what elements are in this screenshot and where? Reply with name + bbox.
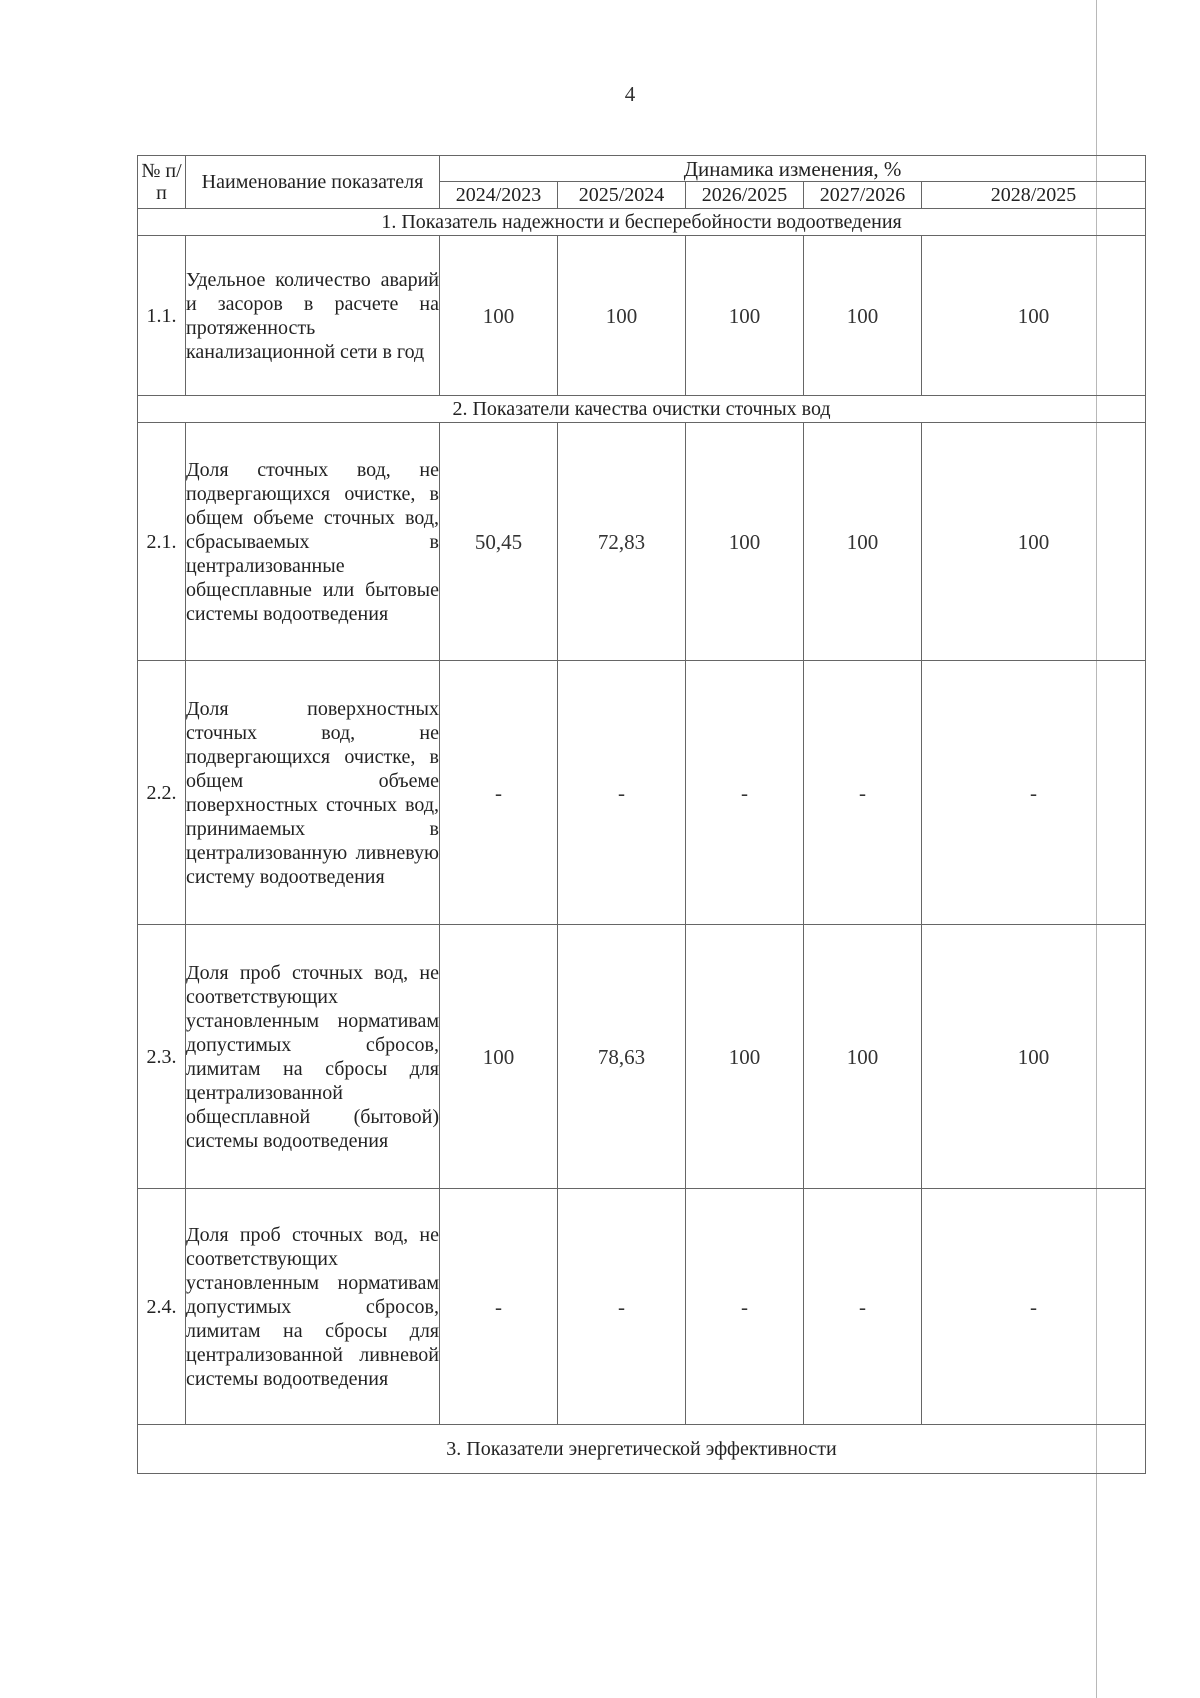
- header-year: 2026/2025: [686, 182, 804, 209]
- row-value: 100: [686, 236, 804, 396]
- row-value: -: [922, 1189, 1146, 1425]
- row-number: 2.4.: [138, 1189, 186, 1425]
- table-row: [138, 423, 1146, 661]
- row-value: -: [440, 661, 558, 925]
- row-value: 100: [804, 423, 922, 661]
- row-number: 2.3.: [138, 925, 186, 1189]
- row-number: 2.1.: [138, 423, 186, 661]
- table-row: [138, 1189, 1146, 1425]
- row-value: 100: [922, 925, 1146, 1189]
- table-row: [138, 925, 1146, 1189]
- header-year: 2028/2025: [922, 182, 1146, 209]
- header-year: 2027/2026: [804, 182, 922, 209]
- page-number: 4: [624, 82, 636, 106]
- table-row: [138, 661, 1146, 925]
- row-value: 100: [686, 423, 804, 661]
- header-number: № п/п: [138, 156, 186, 209]
- row-value: 50,45: [440, 423, 558, 661]
- row-value: -: [686, 661, 804, 925]
- row-value: 100: [804, 236, 922, 396]
- row-value: -: [558, 1189, 686, 1425]
- row-name: Удельное количество аварий и засоров в расчете на протяженность канализационной сети в год: [186, 236, 440, 396]
- section-title: 1. Показатель надежности и бесперебойности водоотведения: [138, 209, 1146, 236]
- header-row: [138, 156, 1146, 182]
- row-value: 100: [804, 925, 922, 1189]
- row-value: 100: [558, 236, 686, 396]
- section-row: [138, 209, 1146, 236]
- row-number: 2.2.: [138, 661, 186, 925]
- row-name: Доля проб сточных вод, не соответствующих установленным нормативам допустимых сбросов, лимитам на сбросы для централизованной ливневой системы водоотведения: [186, 1189, 440, 1425]
- row-name: Доля проб сточных вод, не соответствующих установленным нормативам допустимых сбросов, лимитам на сбросы для централизованной общесплавной (бытовой) системы водоотведения: [186, 925, 440, 1189]
- header-name: Наименование показателя: [186, 156, 440, 209]
- section-title: 2. Показатели качества очистки сточных вод: [138, 396, 1146, 423]
- row-value: -: [686, 1189, 804, 1425]
- row-value: -: [558, 661, 686, 925]
- row-value: 100: [922, 423, 1146, 661]
- row-number: 1.1.: [138, 236, 186, 396]
- header-year: 2025/2024: [558, 182, 686, 209]
- row-value: -: [804, 661, 922, 925]
- row-value: 100: [922, 236, 1146, 396]
- row-value: -: [804, 1189, 922, 1425]
- row-value: -: [922, 661, 1146, 925]
- row-value: 100: [686, 925, 804, 1189]
- indicators-table: [137, 155, 1146, 1474]
- row-name: Доля поверхностных сточных вод, не подвергающихся очистке, в общем объеме поверхностных сточных вод, принимаемых в централизованную ливневую систему водоотведения: [186, 661, 440, 925]
- section-row: [138, 1425, 1146, 1474]
- row-value: 78,63: [558, 925, 686, 1189]
- row-value: 100: [440, 236, 558, 396]
- row-value: 100: [440, 925, 558, 1189]
- section-row: [138, 396, 1146, 423]
- row-value: 72,83: [558, 423, 686, 661]
- row-name: Доля сточных вод, не подвергающихся очистке, в общем объеме сточных вод, сбрасываемых в централизованные общесплавные или бытовые системы водоотведения: [186, 423, 440, 661]
- header-dynamics: Динамика изменения, %: [440, 156, 1146, 182]
- header-year: 2024/2023: [440, 182, 558, 209]
- table-row: [138, 236, 1146, 396]
- row-value: -: [440, 1189, 558, 1425]
- section-title: 3. Показатели энергетической эффективности: [138, 1425, 1146, 1474]
